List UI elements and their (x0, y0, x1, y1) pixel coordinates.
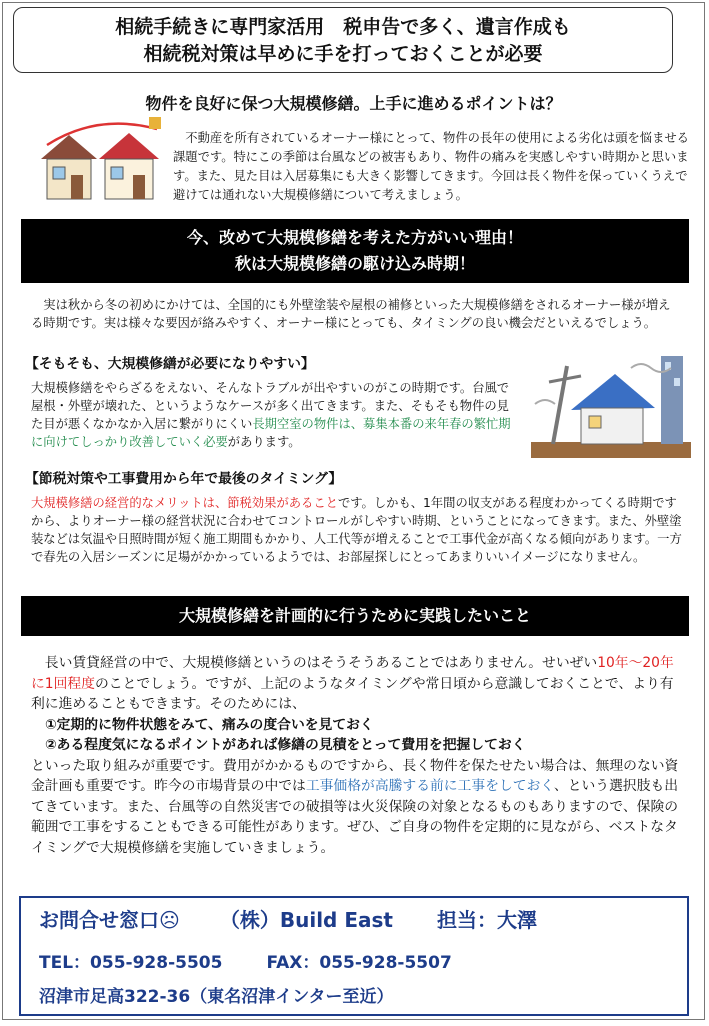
s2-frequency-highlight: 10年～20年に1回程度 (31, 655, 674, 692)
company-name: （株）Build East (219, 908, 393, 932)
necessity-highlight: 長期空室の物件は、募集本番の来年春の繁忙期に向けてしっかり改善していく必要 (31, 417, 511, 449)
tax-timing-paragraph (31, 494, 683, 566)
section-2-title: 大規模修繕を計画的に行うために実践したいこと (21, 596, 689, 636)
s2-text-c: といった取り組みが重要です。費用がかかるものですから、長く物件を保たせたい場合は、無理のない資金計画も重要です。昨今の市場背景の中では (31, 757, 679, 794)
point-2: ②ある程度気になるポイントがあれば修繕の見積をとって費用を把握しておく (45, 737, 526, 753)
contact-label: お問合せ窓口☹ (39, 908, 180, 932)
s2-price-highlight: 工事価格が高騰する前に工事をしておく (305, 778, 554, 794)
contact-header (39, 904, 537, 933)
s2-text-a: 長い賃貸経営の中で、大規模修繕というのはそうそうあることではありません。せいぜい (31, 655, 598, 671)
necessity-text-b: があります。 (227, 435, 301, 449)
intro-paragraph: 不動産を所有されているオーナー様にとって、物件の長年の使用による劣化は頭を悩ませる課題です。特にこの季節は台風などの被害もあり、物件の痛みを実感しやすい時期かと思います。また、見た目は入居募集にも大きく影響してきます。今回は長く物件を保っていくうえで避けては通れない大規模修繕について考えましょう。 (173, 131, 689, 202)
tax-timing-text: です。しかも、1年間の収支がある程度わかってくる時期ですから、よりオーナー様の経営状況に合わせてコントロールがしやすい時期、ということになってきます。また、外壁塗装などは気温や日照時間が短く施工期間もかかり、人工代等が増えることで工事代金が高くなる傾向があります。一方で春先の入居シーズンに足場がかかっているようでは、お部屋探しにとってあまりいいイメージになりません。 (31, 496, 682, 564)
section-2-body (31, 653, 683, 858)
banner-line-1: 相続手続きに専門家活用 税申告で多く、遺言作成も (115, 16, 571, 38)
tax-benefit-highlight: 大規模修繕の経営的なメリットは、節税効果があること (31, 496, 338, 510)
s2-text-b: のことでしょう。ですが、上記のようなタイミングや常日頃から意識しておくことで、より有利に進めることもできます。そのためには、 (31, 675, 674, 712)
headline: 物件を良好に保つ大規模修繕。上手に進めるポイントは？ (145, 94, 562, 113)
section-2-para-2 (31, 756, 683, 859)
section-1-title (21, 219, 689, 283)
top-banner (13, 7, 673, 73)
necessity-text-a: 大規模修繕をやらざるをえない、そんなトラブルが出やすいのがこの時期です。台風で屋根・外壁が壊れた、というようなケースが多く出てきます。また、そもそも物件の見た目が悪くなかなか入居に繋がりにくい (31, 381, 510, 431)
fax-number: FAX：055-928-5507 (266, 953, 452, 973)
section-1-paragraph: 実は秋から冬の初めにかけては、全国的にも外壁塗装や屋根の補修といった大規模修繕をされるオーナー様が増える時期です。実は様々な要因が絡みやすく、オーナー様にとっても、タイミングの良い機会だといえるでしょう。 (31, 298, 671, 330)
newsletter-page (2, 2, 705, 1020)
subheading-necessity: 【そもそも、大規模修繕が必要になりやすい】 (25, 356, 315, 372)
storm-house-illustration (531, 348, 691, 458)
subheading-tax-timing: 【節税対策や工事費用から年で最後のタイミング】 (25, 471, 343, 487)
tel-number: TEL：055-928-5505 (39, 953, 223, 973)
houses-illustration (37, 115, 167, 203)
necessity-paragraph (31, 379, 521, 451)
section-1-title-line-2: 秋は大規模修繕の駆け込み時期！ (234, 254, 475, 273)
s2-text-d: 、という選択肢も出てきています。また、台風等の自然災害での破損等は火災保険の対象となるものもありますので、保険の範囲で工事をすることもできる可能性があります。ぜひ、ご自身の物件を定期的に見ながら、ベストなタイミングで大規模修繕を実施していきましょう。 (31, 778, 679, 856)
section-2-para-1 (31, 653, 683, 715)
contact-box (19, 896, 689, 1016)
banner-line-2: 相続税対策は早めに手を打っておくことが必要 (143, 43, 543, 65)
contact-address: 沼津市足高322-36（東名沼津インター至近） (39, 987, 394, 1007)
contact-phones (39, 948, 452, 973)
contact-person: 担当：大澤 (436, 908, 537, 932)
point-1: ①定期的に物件状態をみて、痛みの度合いを見ておく (45, 716, 374, 733)
section-1-title-line-1: 今、改めて大規模修繕を考えた方がいい理由！ (186, 228, 523, 247)
